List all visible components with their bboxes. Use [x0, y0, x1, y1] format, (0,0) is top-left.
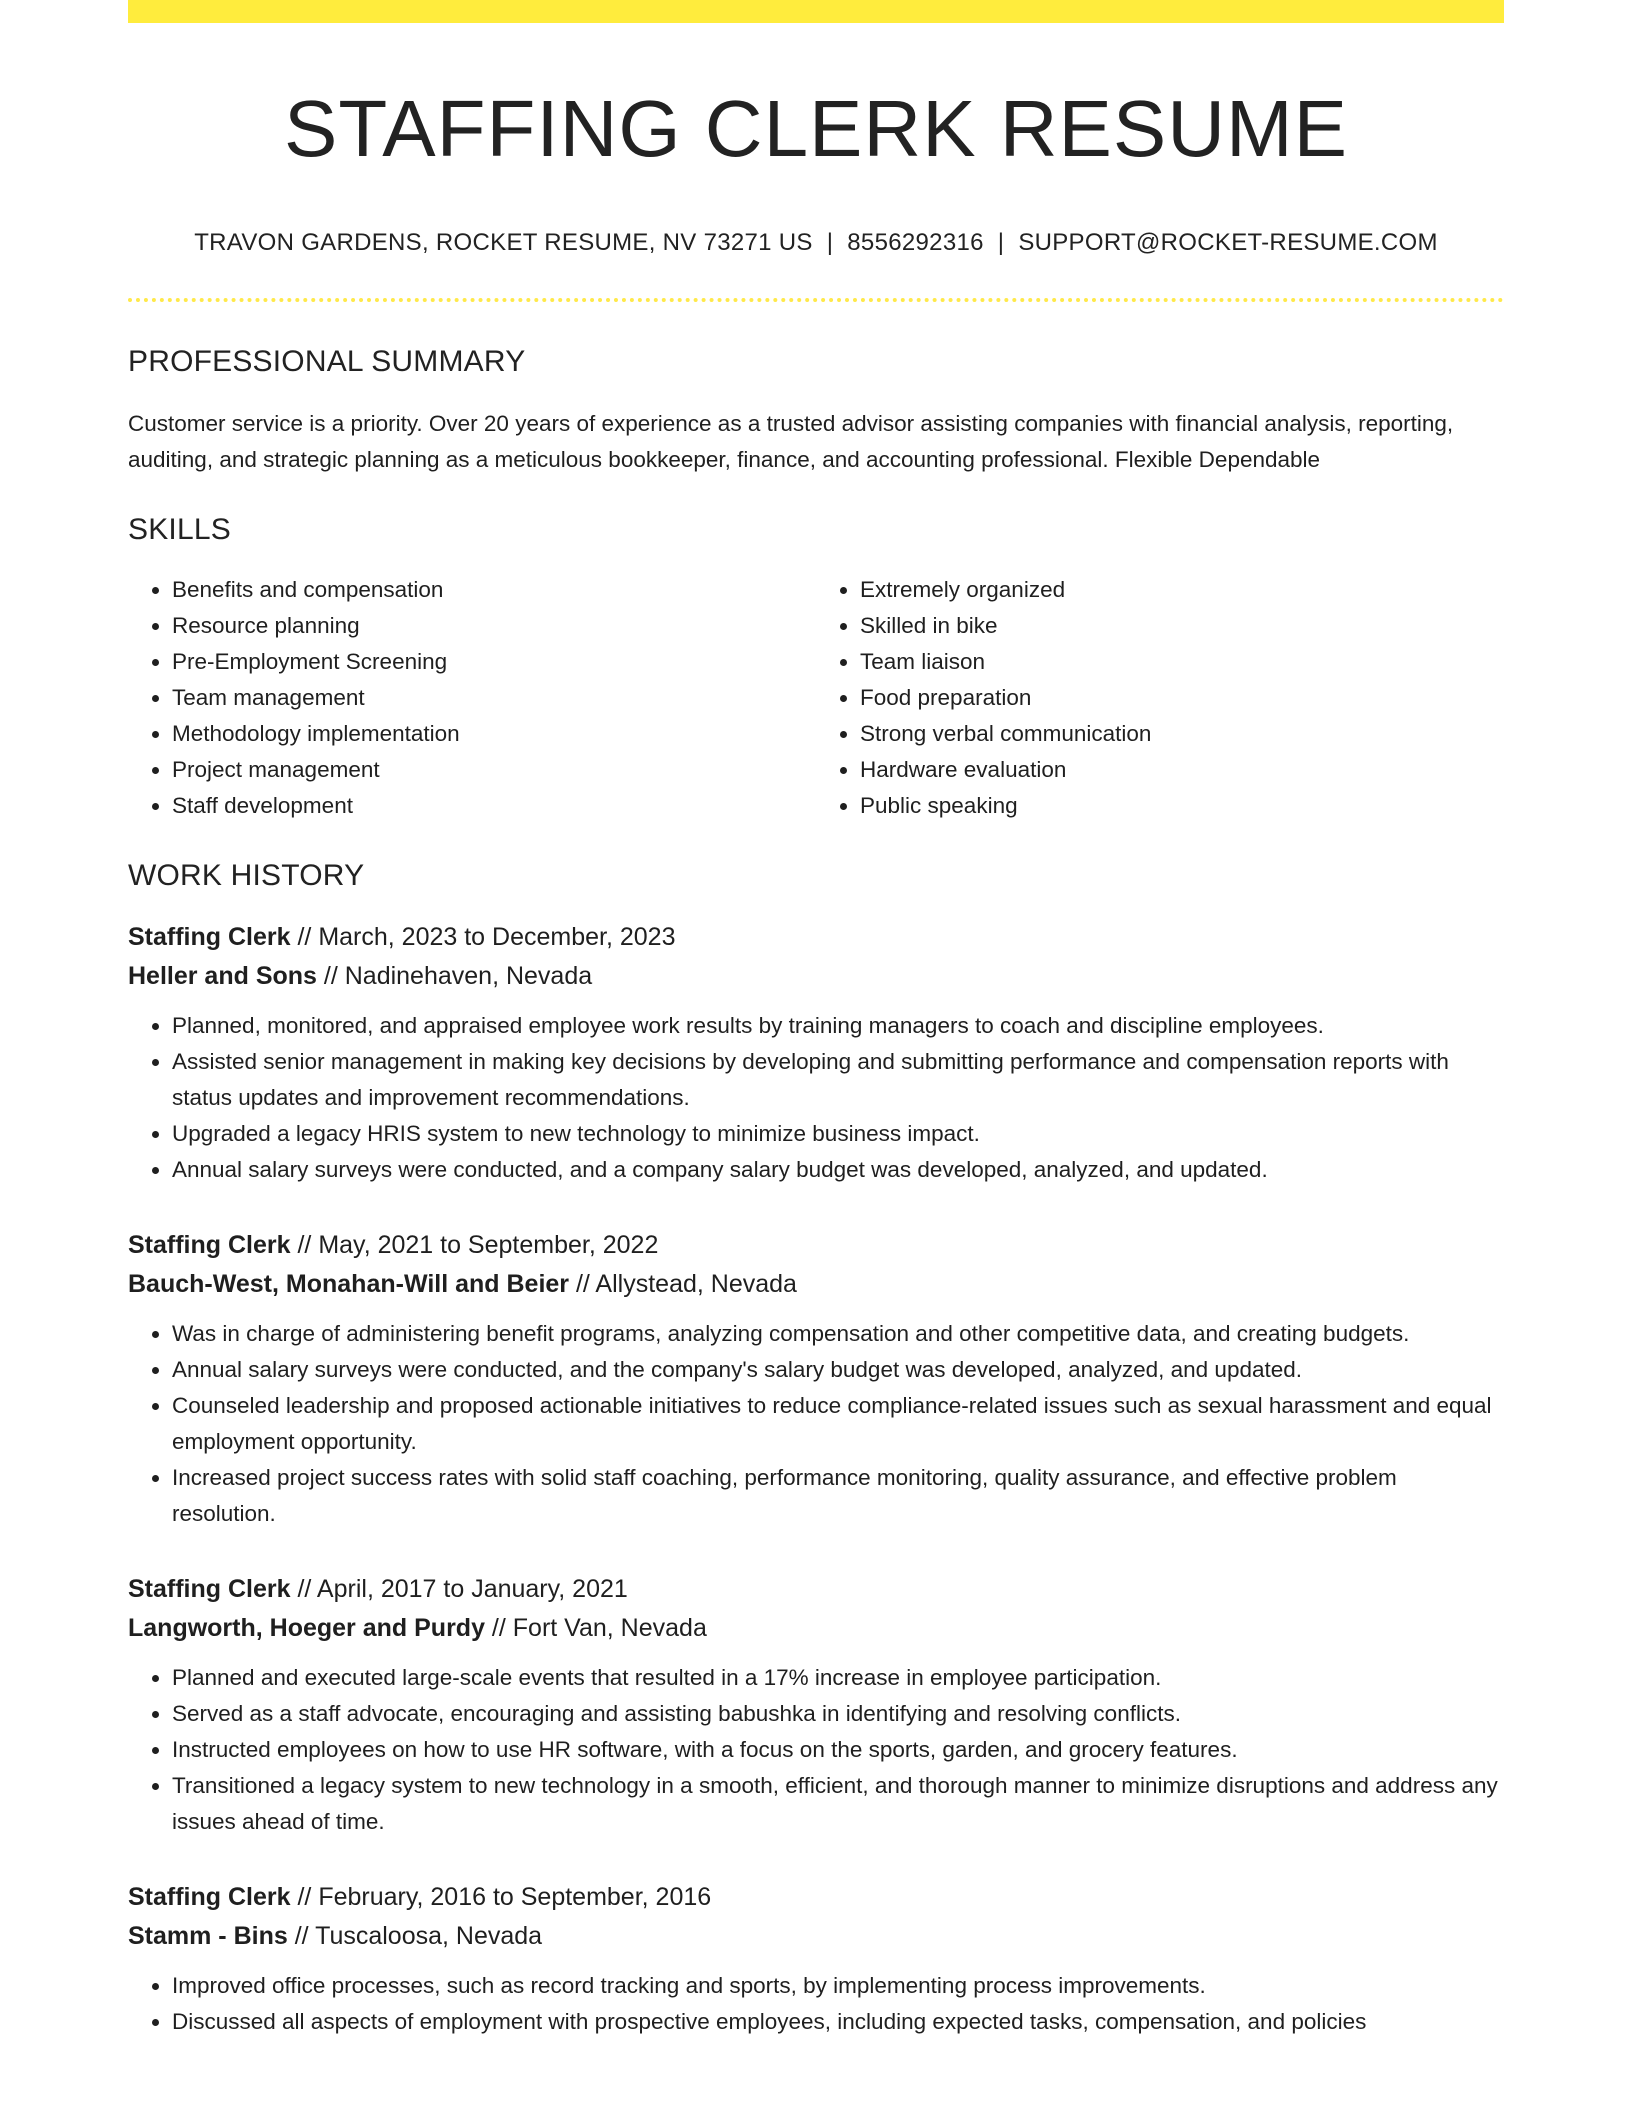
job-bullet: • Discussed all aspects of employment with prospective employees, including expected tasks, compensation, and policies: [172, 2004, 1504, 2040]
skill-item: • Resource planning: [172, 608, 816, 644]
job-bullets: [128, 1316, 1504, 1532]
job-bullet: • Transitioned a legacy system to new technology in a smooth, efficient, and thorough manner to minimize disruptions and address any issues ahead of time.: [172, 1768, 1504, 1840]
job-title-line: [128, 1570, 1504, 1609]
job-dates: // April, 2017 to January, 2021: [290, 1574, 628, 1603]
job-bullet: • Served as a staff advocate, encouraging and assisting babushka in identifying and resolving conflicts.: [172, 1696, 1504, 1732]
resume-page: [128, 0, 1504, 2040]
job-company: Stamm - Bins: [128, 1921, 288, 1950]
job-location: // Allystead, Nevada: [569, 1269, 797, 1298]
job-entry: [128, 1226, 1504, 1532]
job-bullet: • Planned and executed large-scale events that resulted in a 17% increase in employee participation.: [172, 1660, 1504, 1696]
job-bullets: [128, 1660, 1504, 1840]
job-dates: // February, 2016 to September, 2016: [290, 1882, 712, 1911]
contact-line: [128, 229, 1504, 258]
job-title-line: [128, 1878, 1504, 1917]
job-location: // Nadinehaven, Nevada: [316, 961, 593, 990]
job-dates: // May, 2021 to September, 2022: [290, 1230, 659, 1259]
job-title: Staffing Clerk: [128, 1230, 291, 1259]
job-bullet: • Improved office processes, such as record tracking and sports, by implementing process improvements.: [172, 1968, 1504, 2004]
skill-item: • Pre-Employment Screening: [172, 644, 816, 680]
skill-item: • Extremely organized: [860, 572, 1504, 608]
skills-columns: [128, 572, 1504, 824]
skill-item: • Strong verbal communication: [860, 716, 1504, 752]
job-title: Staffing Clerk: [128, 922, 291, 951]
job-entry: [128, 918, 1504, 1188]
job-entry: [128, 1570, 1504, 1840]
job-location: // Fort Van, Nevada: [484, 1613, 707, 1642]
job-bullet: • Assisted senior management in making key decisions by developing and submitting performance and compensation reports with status updates and improvement recommendations.: [172, 1044, 1504, 1116]
summary-text: Customer service is a priority. Over 20 years of experience as a trusted advisor assisting companies with financial analysis, reporting, auditing, and strategic planning as a meticulous bookkeeper, finance, and accounting professional. Flexible Dependable: [128, 410, 1454, 472]
job-company: Bauch-West, Monahan-Will and Beier: [128, 1269, 570, 1298]
skill-item: • Food preparation: [860, 680, 1504, 716]
skill-item: • Methodology implementation: [172, 716, 816, 752]
job-title-line: [128, 1226, 1504, 1265]
contact-email[interactable]: SUPPORT@ROCKET-RESUME.COM: [1018, 229, 1438, 256]
skills-list-right: [816, 572, 1504, 824]
job-bullets: [128, 1008, 1504, 1188]
job-bullet: • Upgraded a legacy HRIS system to new technology to minimize business impact.: [172, 1116, 1504, 1152]
top-accent-bar: [128, 0, 1504, 23]
skill-item: • Hardware evaluation: [860, 752, 1504, 788]
job-entry: [128, 1878, 1504, 2040]
skill-item: • Team management: [172, 680, 816, 716]
job-company-line: [128, 1609, 1504, 1648]
skill-item: • Skilled in bike: [860, 608, 1504, 644]
dotted-divider: [128, 298, 1504, 302]
job-title: Staffing Clerk: [128, 1574, 291, 1603]
job-bullets: [128, 1968, 1504, 2040]
job-company-line: [128, 1265, 1504, 1304]
job-bullet: • Planned, monitored, and appraised employee work results by training managers to coach and discipline employees.: [172, 1008, 1504, 1044]
job-bullet: • Increased project success rates with solid staff coaching, performance monitoring, quality assurance, and effective problem resolution.: [172, 1460, 1504, 1532]
job-bullet: • Instructed employees on how to use HR software, with a focus on the sports, garden, and grocery features.: [172, 1732, 1504, 1768]
summary-heading: PROFESSIONAL SUMMARY: [128, 344, 526, 378]
job-company: Langworth, Hoeger and Purdy: [128, 1613, 485, 1642]
job-company-line: [128, 1917, 1504, 1956]
skill-item: • Public speaking: [860, 788, 1504, 824]
contact-separator: |: [826, 229, 834, 256]
job-bullet: • Annual salary surveys were conducted, and a company salary budget was developed, analyzed, and updated.: [172, 1152, 1504, 1188]
job-location: // Tuscaloosa, Nevada: [287, 1921, 543, 1950]
skill-item: • Project management: [172, 752, 816, 788]
contact-address: TRAVON GARDENS, ROCKET RESUME, NV 73271 US: [194, 229, 813, 256]
contact-separator: |: [997, 229, 1005, 256]
job-dates: // March, 2023 to December, 2023: [290, 922, 676, 951]
contact-phone: 8556292316: [847, 229, 984, 256]
work-history-heading: WORK HISTORY: [128, 858, 365, 892]
skills-heading: SKILLS: [128, 512, 231, 546]
job-company-line: [128, 957, 1504, 996]
skill-item: • Staff development: [172, 788, 816, 824]
skill-item: • Benefits and compensation: [172, 572, 816, 608]
job-title: Staffing Clerk: [128, 1882, 291, 1911]
resume-title: STAFFING CLERK RESUME: [283, 84, 1349, 173]
skills-list-left: [128, 572, 816, 824]
job-bullet: • Annual salary surveys were conducted, and the company's salary budget was developed, analyzed, and updated.: [172, 1352, 1504, 1388]
job-title-line: [128, 918, 1504, 957]
job-company: Heller and Sons: [128, 961, 317, 990]
job-bullet: • Counseled leadership and proposed actionable initiatives to reduce compliance-related issues such as sexual harassment and equal employment opportunity.: [172, 1388, 1504, 1460]
skill-item: • Team liaison: [860, 644, 1504, 680]
job-bullet: • Was in charge of administering benefit programs, analyzing compensation and other competitive data, and creating budgets.: [172, 1316, 1504, 1352]
